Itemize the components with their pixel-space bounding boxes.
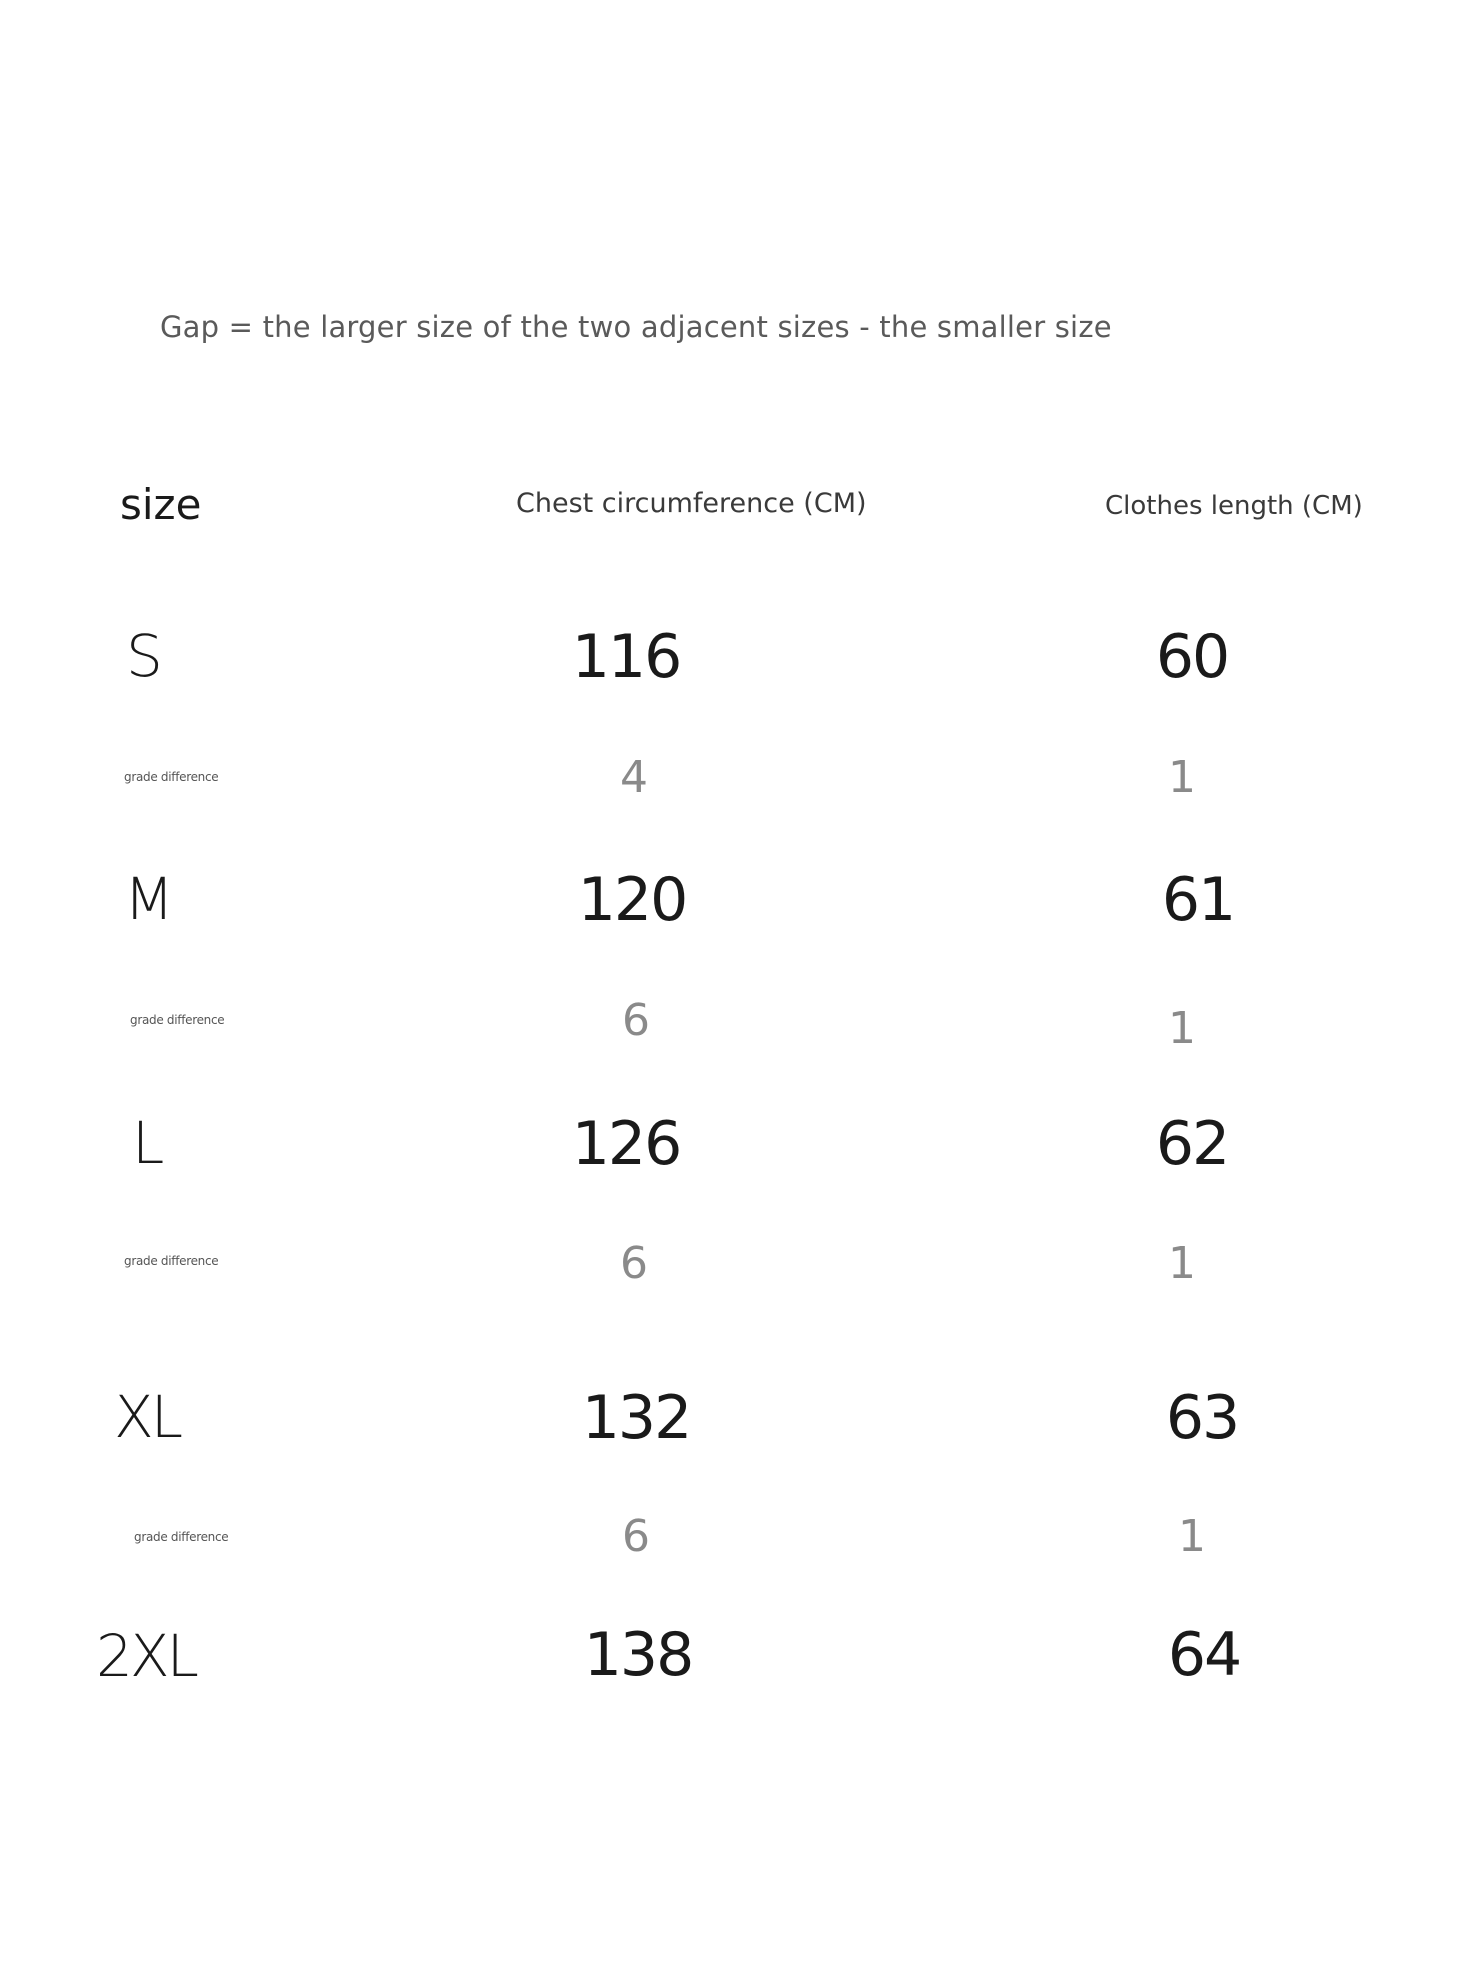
grade-label: grade difference	[124, 1254, 219, 1268]
grade-label: grade difference	[134, 1530, 229, 1544]
size-label-s: S	[126, 622, 160, 690]
size-label-xl: XL	[114, 1383, 181, 1451]
grade-length-value: 1	[1168, 1238, 1196, 1289]
length-value-xl: 63	[1165, 1383, 1239, 1453]
gap-note: Gap = the larger size of the two adjacent sizes - the smaller size	[160, 310, 1112, 344]
chest-value-m: 120	[577, 865, 687, 935]
length-value-m: 61	[1161, 865, 1235, 935]
grade-label: grade difference	[124, 770, 219, 784]
size-label-l: L	[132, 1109, 162, 1177]
chest-value-l: 126	[571, 1109, 681, 1179]
chest-value-xl: 132	[581, 1383, 691, 1453]
length-value-s: 60	[1155, 622, 1229, 692]
grade-chest-value: 6	[622, 995, 650, 1046]
grade-label: grade difference	[130, 1013, 225, 1027]
header-clothes-length: Clothes length (CM)	[1105, 491, 1363, 521]
length-value-2xl: 64	[1167, 1620, 1241, 1690]
chest-value-2xl: 138	[583, 1620, 693, 1690]
grade-chest-value: 6	[622, 1511, 650, 1562]
header-chest-circumference: Chest circumference (CM)	[516, 488, 867, 519]
grade-length-value: 1	[1168, 752, 1196, 803]
grade-length-value: 1	[1178, 1511, 1206, 1562]
chest-value-s: 116	[571, 622, 681, 692]
grade-chest-value: 4	[620, 752, 648, 803]
size-label-m: M	[124, 865, 172, 933]
header-size: size	[120, 480, 202, 529]
length-value-l: 62	[1155, 1109, 1229, 1179]
grade-chest-value: 6	[620, 1238, 648, 1289]
grade-length-value: 1	[1168, 1003, 1196, 1054]
size-label-2xl: 2XL	[96, 1622, 196, 1690]
